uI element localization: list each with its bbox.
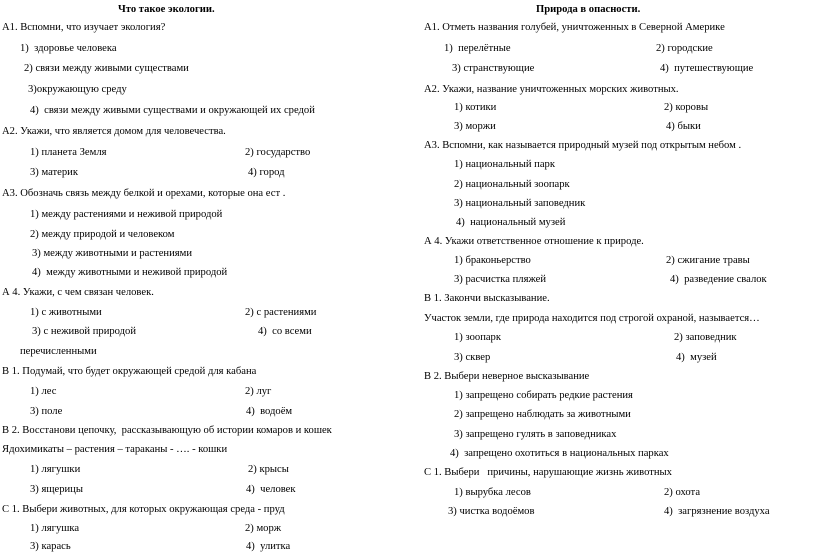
right-a3-option-1: 1) национальный парк [454, 159, 555, 170]
right-question-a4: А 4. Укажи ответственное отношение к природе. [424, 236, 644, 247]
right-a4-option-1: 1) браконьерство [454, 255, 531, 266]
right-c1-option-2: 2) охота [664, 487, 701, 498]
left-a3-option-4: 4) между животными и неживой природой [32, 267, 228, 278]
left-b1-option-3: 3) поле [30, 406, 63, 417]
left-question-a3: А3. Обозначь связь между белкой и орехами, которые она ест . [2, 188, 286, 199]
left-b2-option-2: 2) крысы [248, 464, 289, 475]
right-a4-option-2: 2) сжигание травы [666, 255, 750, 266]
left-title: Что такое экологии. [118, 4, 215, 15]
right-a2-option-1: 1) котики [454, 102, 497, 113]
left-b2-option-3: 3) ящерицы [30, 484, 83, 495]
left-a1-option-3: 3)окружающую среду [28, 84, 127, 95]
left-b1-option-1: 1) лес [30, 386, 57, 397]
left-b1-option-2: 2) луг [245, 386, 272, 397]
right-b1-option-2: 2) заповедник [674, 332, 737, 343]
left-a3-option-1: 1) между растениями и неживой природой [30, 209, 223, 220]
right-c1-option-4: 4) загрязнение воздуха [664, 506, 770, 517]
left-a1-option-4: 4) связи между живыми существами и окружающей их средой [30, 105, 315, 116]
right-b1-statement: Участок земли, где природа находится под строгой охраной, называется… [424, 313, 760, 324]
right-a1-option-3: 3) странствующие [452, 63, 535, 74]
right-b2-option-4: 4) запрещено охотиться в национальных парках [450, 448, 669, 459]
left-question-c1: С 1. Выбери животных, для которых окружающая среда - пруд [2, 504, 285, 515]
left-question-a1: А1. Вспомни, что изучает экология? [2, 22, 166, 33]
right-c1-option-1: 1) вырубка лесов [454, 487, 531, 498]
right-a2-option-2: 2) коровы [664, 102, 709, 113]
right-b1-option-1: 1) зоопарк [454, 332, 502, 343]
left-a3-option-3: 3) между животными и растениями [32, 248, 192, 259]
left-a2-option-4: 4) город [248, 167, 285, 178]
left-a4-option-2: 2) с растениями [245, 307, 317, 318]
right-b1-option-3: 3) сквер [454, 352, 491, 363]
right-question-a2: А2. Укажи, название уничтоженных морских животных. [424, 84, 679, 95]
right-a2-option-3: 3) моржи [454, 121, 496, 132]
left-b2-option-4: 4) человек [246, 484, 296, 495]
left-a2-option-2: 2) государство [245, 147, 311, 158]
left-a2-option-1: 1) планета Земля [30, 147, 107, 158]
left-a1-option-1: 1) здоровье человека [20, 43, 117, 54]
left-b1-option-4: 4) водоём [246, 406, 293, 417]
right-question-b1: В 1. Закончи высказывание. [424, 293, 550, 304]
left-a3-option-2: 2) между природой и человеком [30, 229, 175, 240]
left-c1-option-1: 1) лягушка [30, 523, 80, 534]
right-b1-option-4: 4) музей [676, 352, 717, 363]
right-b2-option-1: 1) запрещено собирать редкие растения [454, 390, 633, 401]
right-a1-option-4: 4) путешествующие [660, 63, 754, 74]
left-question-a4: А 4. Укажи, с чем связан человек. [2, 287, 154, 298]
right-question-a1: А1. Отметь названия голубей, уничтоженных в Северной Америке [424, 22, 725, 33]
right-a1-option-1: 1) перелётные [444, 43, 511, 54]
left-a4-option-4: 4) со всеми [258, 326, 312, 337]
right-a2-option-4: 4) быки [666, 121, 701, 132]
left-c1-option-2: 2) морж [245, 523, 282, 534]
left-a4-option-1: 1) с животными [30, 307, 102, 318]
left-b2-chain: Ядохимикаты – растения – тараканы - …. - кошки [2, 444, 228, 455]
right-c1-option-3: 3) чистка водоёмов [448, 506, 535, 517]
right-question-b2: В 2. Выбери неверное высказывание [424, 371, 590, 382]
left-question-b2: В 2. Восстанови цепочку, рассказывающую об истории комаров и кошек [2, 425, 332, 436]
right-a4-option-3: 3) расчистка пляжей [454, 274, 547, 285]
right-b2-option-3: 3) запрещено гулять в заповедниках [454, 429, 617, 440]
left-a4-option-3: 3) с неживой природой [32, 326, 137, 337]
right-a3-option-3: 3) национальный заповедник [454, 198, 586, 209]
right-a3-option-2: 2) национальный зоопарк [454, 179, 570, 190]
right-title: Природа в опасности. [536, 4, 641, 15]
left-b2-option-1: 1) лягушки [30, 464, 81, 475]
right-a3-option-4: 4) национальный музей [456, 217, 566, 228]
left-question-b1: В 1. Подумай, что будет окружающей средой для кабана [2, 366, 257, 377]
left-a4-option-4-cont: перечисленными [20, 346, 97, 357]
left-question-a2: А2. Укажи, что является домом для человечества. [2, 126, 226, 137]
right-a1-option-2: 2) городские [656, 43, 713, 54]
left-a1-option-2: 2) связи между живыми существами [24, 63, 189, 74]
left-c1-option-3: 3) карась [30, 541, 71, 552]
left-a2-option-3: 3) материк [30, 167, 78, 178]
right-b2-option-2: 2) запрещено наблюдать за животными [454, 409, 631, 420]
right-question-c1: С 1. Выбери причины, нарушающие жизнь животных [424, 467, 672, 478]
left-c1-option-4: 4) улитка [246, 541, 291, 552]
right-a4-option-4: 4) разведение свалок [670, 274, 767, 285]
right-question-a3: А3. Вспомни, как называется природный музей под открытым небом . [424, 140, 742, 151]
